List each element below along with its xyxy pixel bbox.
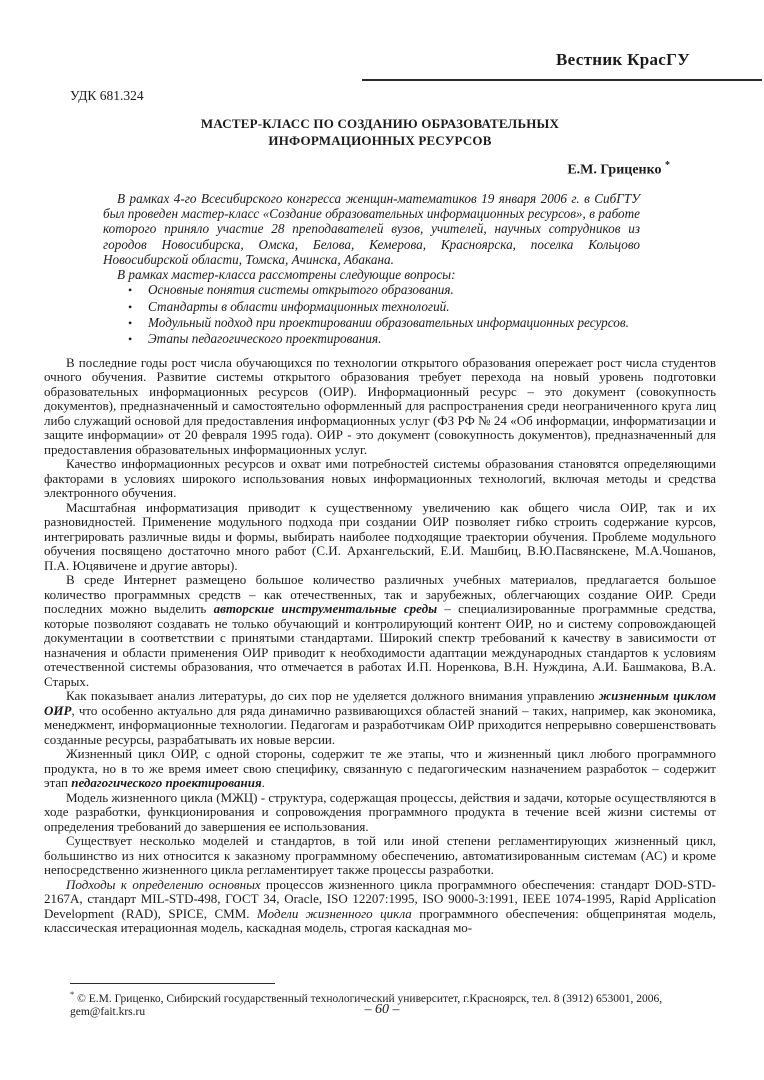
body-text-segment: педагогического проектирования — [71, 775, 262, 791]
footnote-rule — [70, 983, 275, 984]
footnote-mark: * — [70, 989, 75, 999]
body-paragraph — [44, 689, 716, 747]
udc-label: УДК 681.324 — [70, 88, 144, 103]
article-title — [44, 115, 716, 149]
abstract-bullet-text: Стандарты в области информационных технологий. — [148, 298, 450, 314]
bullet-marker-icon: • — [128, 332, 133, 347]
body-paragraph — [44, 878, 716, 936]
article-content — [44, 0, 716, 936]
body-text-segment: Масштабная информатизация приводит к существенному увеличению как общего числа ОИР, так и их разновидностей. Применение модульного подхода при создании ОИР позволяет гибко строить содержание курсов, интегрировать различные виды и формы, выбирать наиболее подходящие траектории обучения. Проблеме модульного обучения посвящено достаточно много работ (С.И. Архангельский, Е.И. Машбиц, В.Ю.Пасвянскене, М.А.Чошанов, П.А. Юцявичене и другие авторы). — [44, 499, 716, 573]
body-paragraph — [44, 457, 716, 501]
bullet-marker-icon: • — [128, 316, 133, 331]
body-text-segment: . — [261, 775, 265, 791]
body-text-segment: авторские инструментальные среды — [213, 601, 438, 617]
footnote-body: © Е.М. Гриценко, Сибирский государственный технологический университет, г.Красноярск, тел. 8 (3912) 653001, 2006, — [77, 992, 663, 1005]
abstract-paragraph: В рамках 4-го Всесибирского конгресса женщин-математиков 19 января 2006 г. в СибГТУ был проведен мастер-класс «Создание образовательных информационных ресурсов», в работе которого приняло участие 28 преподавателей вузов, учителей, научных сотрудников из городов Новосибирска, Омска, Белова, Кемерова, Красноярска, поселка Кольцово Новосибирской области, Томска, Ачинска, Абакана. — [103, 190, 640, 267]
footnote-email: gem@fait.krs.ru — [70, 1006, 146, 1019]
author-line — [44, 160, 670, 179]
abstract-bullet — [103, 282, 640, 298]
body-text-segment: Как показывает анализ литературы, до сих пор не уделяется должного внимания управлению — [66, 688, 599, 704]
author-footnote-mark: * — [665, 160, 670, 171]
abstract-paragraph: В рамках мастер-класса рассмотрены следующие вопросы: — [117, 267, 456, 283]
article-title-line1: МАСТЕР-КЛАСС ПО СОЗДАНИЮ ОБРАЗОВАТЕЛЬНЫХ — [200, 116, 560, 131]
abstract-bullet-text: Модульный подход при проектировании образовательных информационных ресурсов. — [148, 315, 629, 331]
bullet-marker-icon: • — [128, 283, 133, 298]
body-paragraph — [44, 501, 716, 574]
body-paragraph — [44, 834, 716, 878]
article-body — [44, 356, 716, 936]
body-paragraph — [44, 791, 716, 835]
page-number: – 60 – — [364, 1002, 400, 1017]
body-paragraph — [44, 356, 716, 458]
body-text-segment: жизненным циклом ОИР — [44, 688, 716, 718]
abstract-bullet-text: Основные понятия системы открытого образования. — [148, 282, 454, 298]
body-text-segment: В среде Интернет размещено большое количество различных учебных материалов, предлагается большое количество программных средств – как отечественных, так и зарубежных, облегчающих создание ОИР. Среди последних можно выделить — [44, 572, 716, 617]
body-text-segment: Существует несколько моделей и стандартов, в той или иной степени регламентирующих жизненный цикл, большинство из них относится к заказному программному обеспечению, автоматизированным системам (АС) и кроме непосредственно жизненного цикла регламентирует также процессы разработки. — [44, 833, 716, 878]
bullet-marker-icon: • — [128, 299, 133, 314]
body-text-segment: Качество информационных ресурсов и охват ими потребностей системы образования становятся определяющими факторами в условиях широкого использования новых информационных технологий, включая методы и средства электронного обучения. — [44, 456, 716, 501]
abstract-bullet — [103, 315, 640, 331]
abstract — [103, 191, 640, 348]
abstract-bullet-text: Этапы педагогического проектирования. — [148, 331, 382, 347]
body-text-segment: Модель жизненного цикла (МЖЦ) - структура, содержащая процессы, действия и задачи, которые осуществляются в ходе разработки, функционирования и сопровождения программного продукта в течение всей жизни системы от определения требований до завершения ее использования. — [44, 789, 716, 834]
body-paragraph — [44, 573, 716, 689]
abstract-bullet — [103, 299, 640, 315]
body-text-segment: процессов жизненного цикла программного обеспечения: стандарт DOD-STD-2167A, стандарт MIL-STD-498, ГОСТ 34, Oracle, ISO 12207:1995, ISO 9000-3:1991, IEEE 1074-1995, Rapid Application Development (RAD), SPICE, CMM. — [44, 876, 716, 921]
body-text-segment: – специализированные программные средства, которые позволяют создавать не только обучающий и контролирующий контент ОИР, но и систему сопровождающей документации в соответствии с принятыми стандартами. Широкий спектр требований к качеству в зависимости от назначения и области применения ОИР приводит к необходимости адаптации международных стандартов к условиям отечественной системы образования, что отмечается в работах И.П. Норенкова, В.Н. Нуждина, А.И. Башмакова, В.А. Старых. — [44, 601, 716, 689]
author-name: Е.М. Гриценко — [567, 162, 662, 178]
body-text-segment: Модели жизненного цикла — [257, 905, 412, 921]
abstract-bullet-list — [103, 282, 640, 347]
body-text-segment: программного обеспечения: общепринятая модель, классическая итерационная модель, каскадная модель, строгая каскадная мо- — [44, 905, 716, 936]
body-text-segment: , что особенно актуально для ряда динамично развивающихся областей знаний – таких, например, как экономика, менеджмент, информационные технологии. Педагогам и разработчикам ОИР приходится непрерывно совершенствовать созданные ресурсы, разрабатывать их новые версии. — [44, 702, 716, 747]
body-paragraph — [44, 747, 716, 791]
journal-title: Вестник КрасГУ — [556, 50, 690, 69]
body-text-segment: В последние годы рост числа обучающихся по технологии открытого образования опережает рост числа студентов очного обучения. Развитие системы открытого образования требует перехода на новый уровень подготовки образовательных информационных ресурсов (ОИР). Информационный ресурс – это документ (совокупность документов), предназначенный и самостоятельно оформленный для распространения среди неограниченного круга лиц либо служащий основой для предоставления информационных услуг (ФЗ РФ № 24 «Об информации, информатизации и защите информации» от 20 февраля 1995 года). ОИР - это документ (совокупность документов), предназначенный для предоставления образовательных информационных услуг. — [44, 354, 716, 457]
body-text-segment: Жизненный цикл ОИР, с одной стороны, содержит те же этапы, что и жизненный цикл любого программного продукта, но в то же время имеет свою специфику, связанную с педагогическим назначением разработок – содержит этап — [44, 746, 716, 791]
abstract-bullet — [103, 331, 640, 347]
article-title-line2: ИНФОРМАЦИОННЫХ РЕСУРСОВ — [268, 133, 492, 148]
body-text-segment: Подходы к определению основных — [66, 876, 261, 892]
